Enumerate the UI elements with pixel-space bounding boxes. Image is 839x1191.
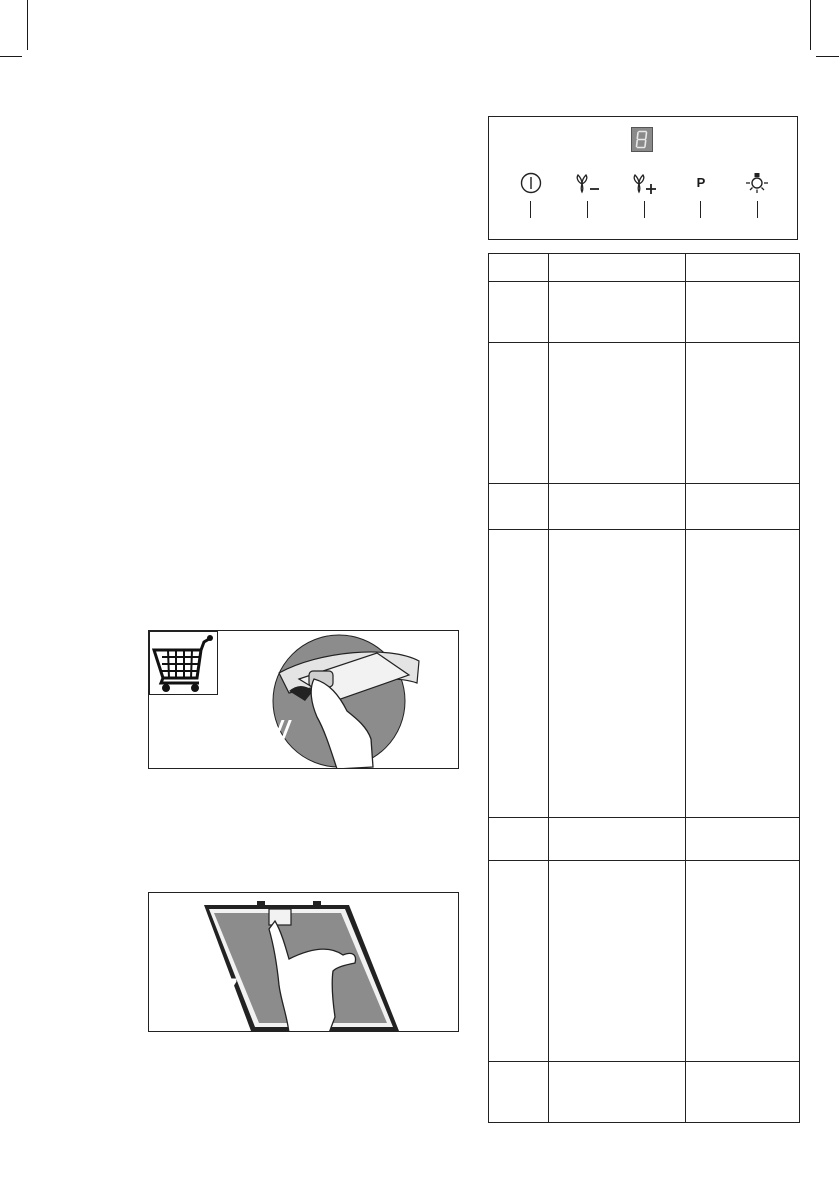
light-button[interactable] <box>742 169 772 197</box>
table-cell <box>549 818 686 861</box>
table-row <box>489 484 800 530</box>
table-row <box>489 343 800 484</box>
table-row <box>489 1062 800 1123</box>
table-cell <box>549 484 686 530</box>
power-icon <box>518 169 544 197</box>
table-cell <box>549 282 686 343</box>
table-cell <box>489 282 549 343</box>
table-cell <box>549 530 686 818</box>
program-button[interactable] <box>686 169 716 197</box>
table-cell <box>686 484 800 530</box>
table-cell <box>549 861 686 1062</box>
power-button[interactable] <box>516 169 546 197</box>
fan-speed-up-button[interactable] <box>630 169 660 197</box>
table-cell <box>489 530 549 818</box>
table-cell <box>489 484 549 530</box>
table-cell <box>489 343 549 484</box>
grease-filter-illustration <box>148 892 459 1032</box>
table-cell <box>686 282 800 343</box>
seven-segment-display <box>631 127 653 152</box>
table-cell <box>549 1062 686 1123</box>
table-cell <box>489 861 549 1062</box>
table-row <box>489 282 800 343</box>
callout-line <box>587 201 588 218</box>
table-cell <box>549 343 686 484</box>
table-cell <box>686 343 800 484</box>
table-cell <box>686 254 800 282</box>
table-cell <box>686 1062 800 1123</box>
callout-line <box>700 201 701 218</box>
table-cell <box>489 254 549 282</box>
table-header-row <box>489 254 800 282</box>
callout-line <box>757 201 758 218</box>
crop-mark-vertical <box>810 0 811 50</box>
fan-speed-down-button[interactable] <box>573 169 603 197</box>
program-button-label: P <box>696 175 706 190</box>
table-cell <box>686 530 800 818</box>
control-panel-diagram <box>488 116 798 240</box>
table-cell <box>686 861 800 1062</box>
table-cell <box>686 818 800 861</box>
cart-accessory-illustration <box>148 630 459 769</box>
table-cell <box>549 254 686 282</box>
crop-mark-horizontal <box>816 56 839 57</box>
table-cell <box>489 1062 549 1123</box>
fan-plus-icon <box>630 169 660 197</box>
crop-mark-horizontal <box>0 56 22 57</box>
svg-text:7: 7 <box>221 973 238 1006</box>
crop-mark-vertical <box>27 0 28 50</box>
operations-table <box>488 253 800 1123</box>
fan-minus-icon <box>573 169 603 197</box>
callout-line <box>530 201 531 218</box>
table-cell <box>489 818 549 861</box>
light-icon <box>742 169 772 197</box>
svg-text://: // <box>275 715 290 745</box>
table-row <box>489 861 800 1062</box>
callout-line <box>644 201 645 218</box>
table-row <box>489 818 800 861</box>
table-row <box>489 530 800 818</box>
